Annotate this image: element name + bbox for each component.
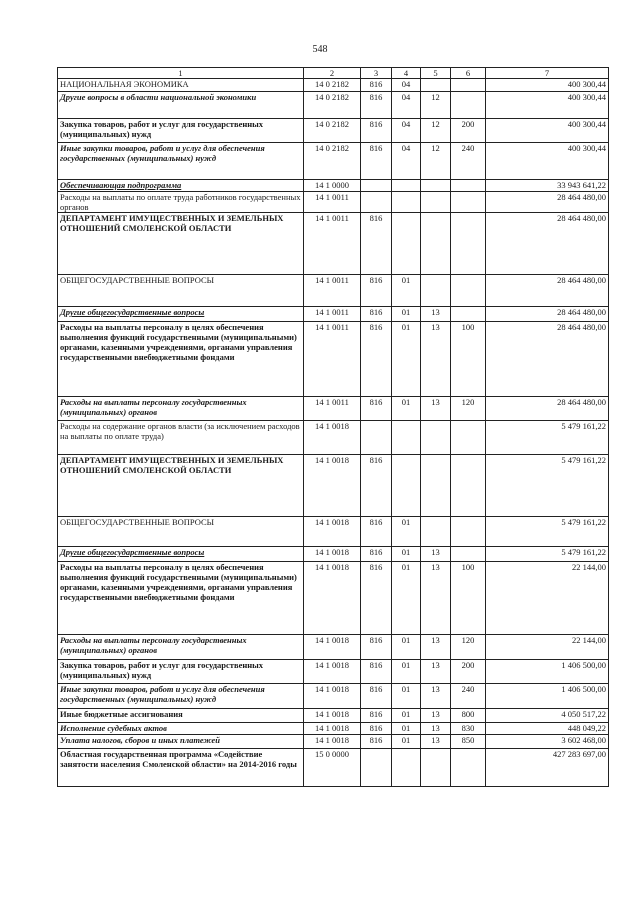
cell-grbs — [361, 192, 392, 213]
cell-pr — [421, 79, 451, 92]
cell-grbs: 816 — [361, 92, 392, 119]
cell-pr: 13 — [421, 735, 451, 749]
table-row — [58, 307, 609, 322]
cell-pr: 13 — [421, 635, 451, 660]
cell-grbs: 816 — [361, 397, 392, 421]
table-row — [58, 684, 609, 709]
cell-grbs: 816 — [361, 709, 392, 723]
cell-name: Закупка товаров, работ и услуг для государственных (муниципальных) нужд — [58, 119, 304, 143]
cell-grbs: 816 — [361, 322, 392, 397]
cell-sum: 28 464 480,00 — [486, 213, 609, 275]
cell-csr: 14 1 0018 — [304, 735, 361, 749]
cell-rz — [392, 213, 421, 275]
cell-csr: 14 1 0000 — [304, 180, 361, 192]
cell-csr: 14 1 0018 — [304, 635, 361, 660]
cell-name: Исполнение судебных актов — [58, 723, 304, 735]
cell-grbs — [361, 421, 392, 455]
cell-sum: 22 144,00 — [486, 562, 609, 635]
cell-sum: 5 479 161,22 — [486, 547, 609, 562]
cell-name: Расходы на выплаты персоналу государственных (муниципальных) органов — [58, 397, 304, 421]
cell-sum: 1 406 500,00 — [486, 684, 609, 709]
col-header-5: 5 — [421, 68, 451, 79]
cell-sum: 400 300,44 — [486, 79, 609, 92]
cell-pr: 13 — [421, 562, 451, 635]
cell-grbs: 816 — [361, 517, 392, 547]
cell-pr: 13 — [421, 397, 451, 421]
table-row — [58, 275, 609, 307]
cell-sum: 1 406 500,00 — [486, 660, 609, 684]
cell-vr — [451, 749, 486, 787]
cell-csr: 14 1 0018 — [304, 709, 361, 723]
cell-vr — [451, 455, 486, 517]
cell-pr — [421, 517, 451, 547]
budget-table — [57, 67, 609, 787]
cell-sum: 400 300,44 — [486, 119, 609, 143]
cell-rz: 04 — [392, 79, 421, 92]
table-row — [58, 635, 609, 660]
cell-vr: 100 — [451, 322, 486, 397]
cell-grbs: 816 — [361, 723, 392, 735]
cell-pr: 13 — [421, 660, 451, 684]
cell-vr — [451, 307, 486, 322]
cell-rz: 01 — [392, 307, 421, 322]
cell-name: Другие общегосударственные вопросы — [58, 547, 304, 562]
cell-rz: 01 — [392, 723, 421, 735]
cell-sum: 3 602 468,00 — [486, 735, 609, 749]
table-row — [58, 517, 609, 547]
cell-pr: 13 — [421, 322, 451, 397]
cell-pr — [421, 275, 451, 307]
cell-name: Другие вопросы в области национальной экономики — [58, 92, 304, 119]
cell-vr: 850 — [451, 735, 486, 749]
cell-name: Обеспечивающая подпрограмма — [58, 180, 304, 192]
cell-sum: 33 943 641,22 — [486, 180, 609, 192]
cell-pr: 13 — [421, 709, 451, 723]
cell-name: Расходы на выплаты персоналу в целях обеспечения выполнения функций государственными (муниципальными) органами, казенными учреждениями, органами управления государственными внебюджетными фондами — [58, 322, 304, 397]
cell-grbs: 816 — [361, 684, 392, 709]
cell-pr: 13 — [421, 307, 451, 322]
cell-grbs: 816 — [361, 547, 392, 562]
cell-vr — [451, 421, 486, 455]
cell-sum: 28 464 480,00 — [486, 275, 609, 307]
cell-csr: 14 1 0018 — [304, 547, 361, 562]
cell-vr: 800 — [451, 709, 486, 723]
cell-name: ДЕПАРТАМЕНТ ИМУЩЕСТВЕННЫХ И ЗЕМЕЛЬНЫХ ОТНОШЕНИЙ СМОЛЕНСКОЙ ОБЛАСТИ — [58, 455, 304, 517]
cell-pr — [421, 192, 451, 213]
cell-name: Расходы на выплаты персоналу в целях обеспечения выполнения функций государственными (муниципальными) органами, казенными учреждениями, органами управления государственными внебюджетными фондами — [58, 562, 304, 635]
cell-sum: 400 300,44 — [486, 92, 609, 119]
cell-sum: 28 464 480,00 — [486, 397, 609, 421]
cell-name: ОБЩЕГОСУДАРСТВЕННЫЕ ВОПРОСЫ — [58, 275, 304, 307]
col-header-6: 6 — [451, 68, 486, 79]
cell-rz: 01 — [392, 635, 421, 660]
cell-vr: 120 — [451, 635, 486, 660]
cell-name: Расходы на выплаты по оплате труда работников государственных органов — [58, 192, 304, 213]
cell-grbs: 816 — [361, 143, 392, 180]
cell-sum: 28 464 480,00 — [486, 322, 609, 397]
table-row — [58, 180, 609, 192]
cell-csr: 15 0 0000 — [304, 749, 361, 787]
cell-name: ДЕПАРТАМЕНТ ИМУЩЕСТВЕННЫХ И ЗЕМЕЛЬНЫХ ОТНОШЕНИЙ СМОЛЕНСКОЙ ОБЛАСТИ — [58, 213, 304, 275]
cell-rz: 01 — [392, 735, 421, 749]
cell-sum: 22 144,00 — [486, 635, 609, 660]
cell-pr — [421, 421, 451, 455]
cell-vr: 830 — [451, 723, 486, 735]
table-row — [58, 79, 609, 92]
cell-grbs: 816 — [361, 213, 392, 275]
cell-sum: 5 479 161,22 — [486, 517, 609, 547]
cell-csr: 14 1 0011 — [304, 307, 361, 322]
table-row — [58, 735, 609, 749]
cell-rz: 01 — [392, 322, 421, 397]
cell-csr: 14 0 2182 — [304, 79, 361, 92]
cell-rz: 04 — [392, 92, 421, 119]
cell-vr: 100 — [451, 562, 486, 635]
cell-csr: 14 1 0011 — [304, 275, 361, 307]
cell-vr — [451, 547, 486, 562]
cell-name: Иные закупки товаров, работ и услуг для обеспечения государственных (муниципальных) нужд — [58, 684, 304, 709]
cell-vr: 120 — [451, 397, 486, 421]
cell-grbs — [361, 180, 392, 192]
cell-rz — [392, 455, 421, 517]
cell-grbs — [361, 749, 392, 787]
cell-rz — [392, 192, 421, 213]
cell-grbs: 816 — [361, 307, 392, 322]
col-header-4: 4 — [392, 68, 421, 79]
cell-rz: 01 — [392, 709, 421, 723]
table-row — [58, 92, 609, 119]
cell-csr: 14 1 0018 — [304, 723, 361, 735]
cell-rz — [392, 421, 421, 455]
cell-csr: 14 1 0018 — [304, 660, 361, 684]
cell-vr — [451, 79, 486, 92]
cell-csr: 14 1 0011 — [304, 213, 361, 275]
cell-grbs: 816 — [361, 275, 392, 307]
cell-vr: 240 — [451, 143, 486, 180]
cell-vr: 200 — [451, 660, 486, 684]
cell-pr: 12 — [421, 119, 451, 143]
cell-csr: 14 1 0018 — [304, 421, 361, 455]
cell-pr — [421, 213, 451, 275]
cell-rz — [392, 749, 421, 787]
cell-vr — [451, 92, 486, 119]
cell-vr — [451, 192, 486, 213]
col-header-3: 3 — [361, 68, 392, 79]
cell-sum: 400 300,44 — [486, 143, 609, 180]
cell-csr: 14 1 0011 — [304, 192, 361, 213]
table-row — [58, 322, 609, 397]
cell-grbs: 816 — [361, 735, 392, 749]
table-row — [58, 709, 609, 723]
cell-name: Закупка товаров, работ и услуг для государственных (муниципальных) нужд — [58, 660, 304, 684]
cell-csr: 14 0 2182 — [304, 143, 361, 180]
table-row — [58, 547, 609, 562]
cell-vr — [451, 213, 486, 275]
cell-sum: 427 283 697,00 — [486, 749, 609, 787]
cell-rz: 01 — [392, 275, 421, 307]
cell-rz — [392, 180, 421, 192]
table-row — [58, 143, 609, 180]
col-header-7: 7 — [486, 68, 609, 79]
cell-sum: 5 479 161,22 — [486, 455, 609, 517]
cell-name: Иные бюджетные ассигнования — [58, 709, 304, 723]
cell-vr — [451, 275, 486, 307]
cell-rz: 01 — [392, 397, 421, 421]
cell-grbs: 816 — [361, 635, 392, 660]
page-number: 548 — [312, 44, 328, 55]
col-header-2: 2 — [304, 68, 361, 79]
cell-pr: 13 — [421, 723, 451, 735]
table-row — [58, 119, 609, 143]
cell-sum: 448 049,22 — [486, 723, 609, 735]
cell-rz: 01 — [392, 660, 421, 684]
cell-csr: 14 1 0018 — [304, 455, 361, 517]
cell-rz: 04 — [392, 119, 421, 143]
cell-pr: 12 — [421, 143, 451, 180]
cell-pr — [421, 180, 451, 192]
table-row — [58, 660, 609, 684]
header-row — [58, 68, 609, 79]
cell-grbs: 816 — [361, 562, 392, 635]
cell-pr: 12 — [421, 92, 451, 119]
cell-name: Иные закупки товаров, работ и услуг для обеспечения государственных (муниципальных) нужд — [58, 143, 304, 180]
cell-grbs: 816 — [361, 119, 392, 143]
cell-grbs: 816 — [361, 660, 392, 684]
cell-vr: 240 — [451, 684, 486, 709]
cell-rz: 01 — [392, 547, 421, 562]
table-row — [58, 723, 609, 735]
table-row — [58, 421, 609, 455]
cell-csr: 14 1 0011 — [304, 397, 361, 421]
table-row — [58, 213, 609, 275]
cell-name: Другие общегосударственные вопросы — [58, 307, 304, 322]
cell-vr — [451, 180, 486, 192]
cell-name: Уплата налогов, сборов и иных платежей — [58, 735, 304, 749]
cell-name: Областная государственная программа «Содействие занятости населения Смоленской области» на 2014-2016 годы — [58, 749, 304, 787]
cell-vr — [451, 517, 486, 547]
col-header-1: 1 — [58, 68, 304, 79]
cell-rz: 01 — [392, 684, 421, 709]
cell-rz: 01 — [392, 562, 421, 635]
table-row — [58, 192, 609, 213]
cell-sum: 4 050 517,22 — [486, 709, 609, 723]
cell-name: НАЦИОНАЛЬНАЯ ЭКОНОМИКА — [58, 79, 304, 92]
cell-csr: 14 0 2182 — [304, 119, 361, 143]
cell-vr: 200 — [451, 119, 486, 143]
cell-pr: 13 — [421, 684, 451, 709]
cell-name: Расходы на содержание органов власти (за исключением расходов на выплаты по оплате труда) — [58, 421, 304, 455]
cell-csr: 14 1 0018 — [304, 684, 361, 709]
cell-sum: 28 464 480,00 — [486, 192, 609, 213]
table-row — [58, 749, 609, 787]
table-row — [58, 562, 609, 635]
cell-csr: 14 1 0018 — [304, 562, 361, 635]
cell-csr: 14 0 2182 — [304, 92, 361, 119]
cell-rz: 04 — [392, 143, 421, 180]
cell-pr — [421, 749, 451, 787]
table-row — [58, 397, 609, 421]
cell-name: Расходы на выплаты персоналу государственных (муниципальных) органов — [58, 635, 304, 660]
cell-rz: 01 — [392, 517, 421, 547]
cell-sum: 5 479 161,22 — [486, 421, 609, 455]
cell-grbs: 816 — [361, 455, 392, 517]
cell-pr — [421, 455, 451, 517]
cell-csr: 14 1 0018 — [304, 517, 361, 547]
table-row — [58, 455, 609, 517]
cell-grbs: 816 — [361, 79, 392, 92]
cell-name: ОБЩЕГОСУДАРСТВЕННЫЕ ВОПРОСЫ — [58, 517, 304, 547]
cell-pr: 13 — [421, 547, 451, 562]
cell-sum: 28 464 480,00 — [486, 307, 609, 322]
cell-csr: 14 1 0011 — [304, 322, 361, 397]
